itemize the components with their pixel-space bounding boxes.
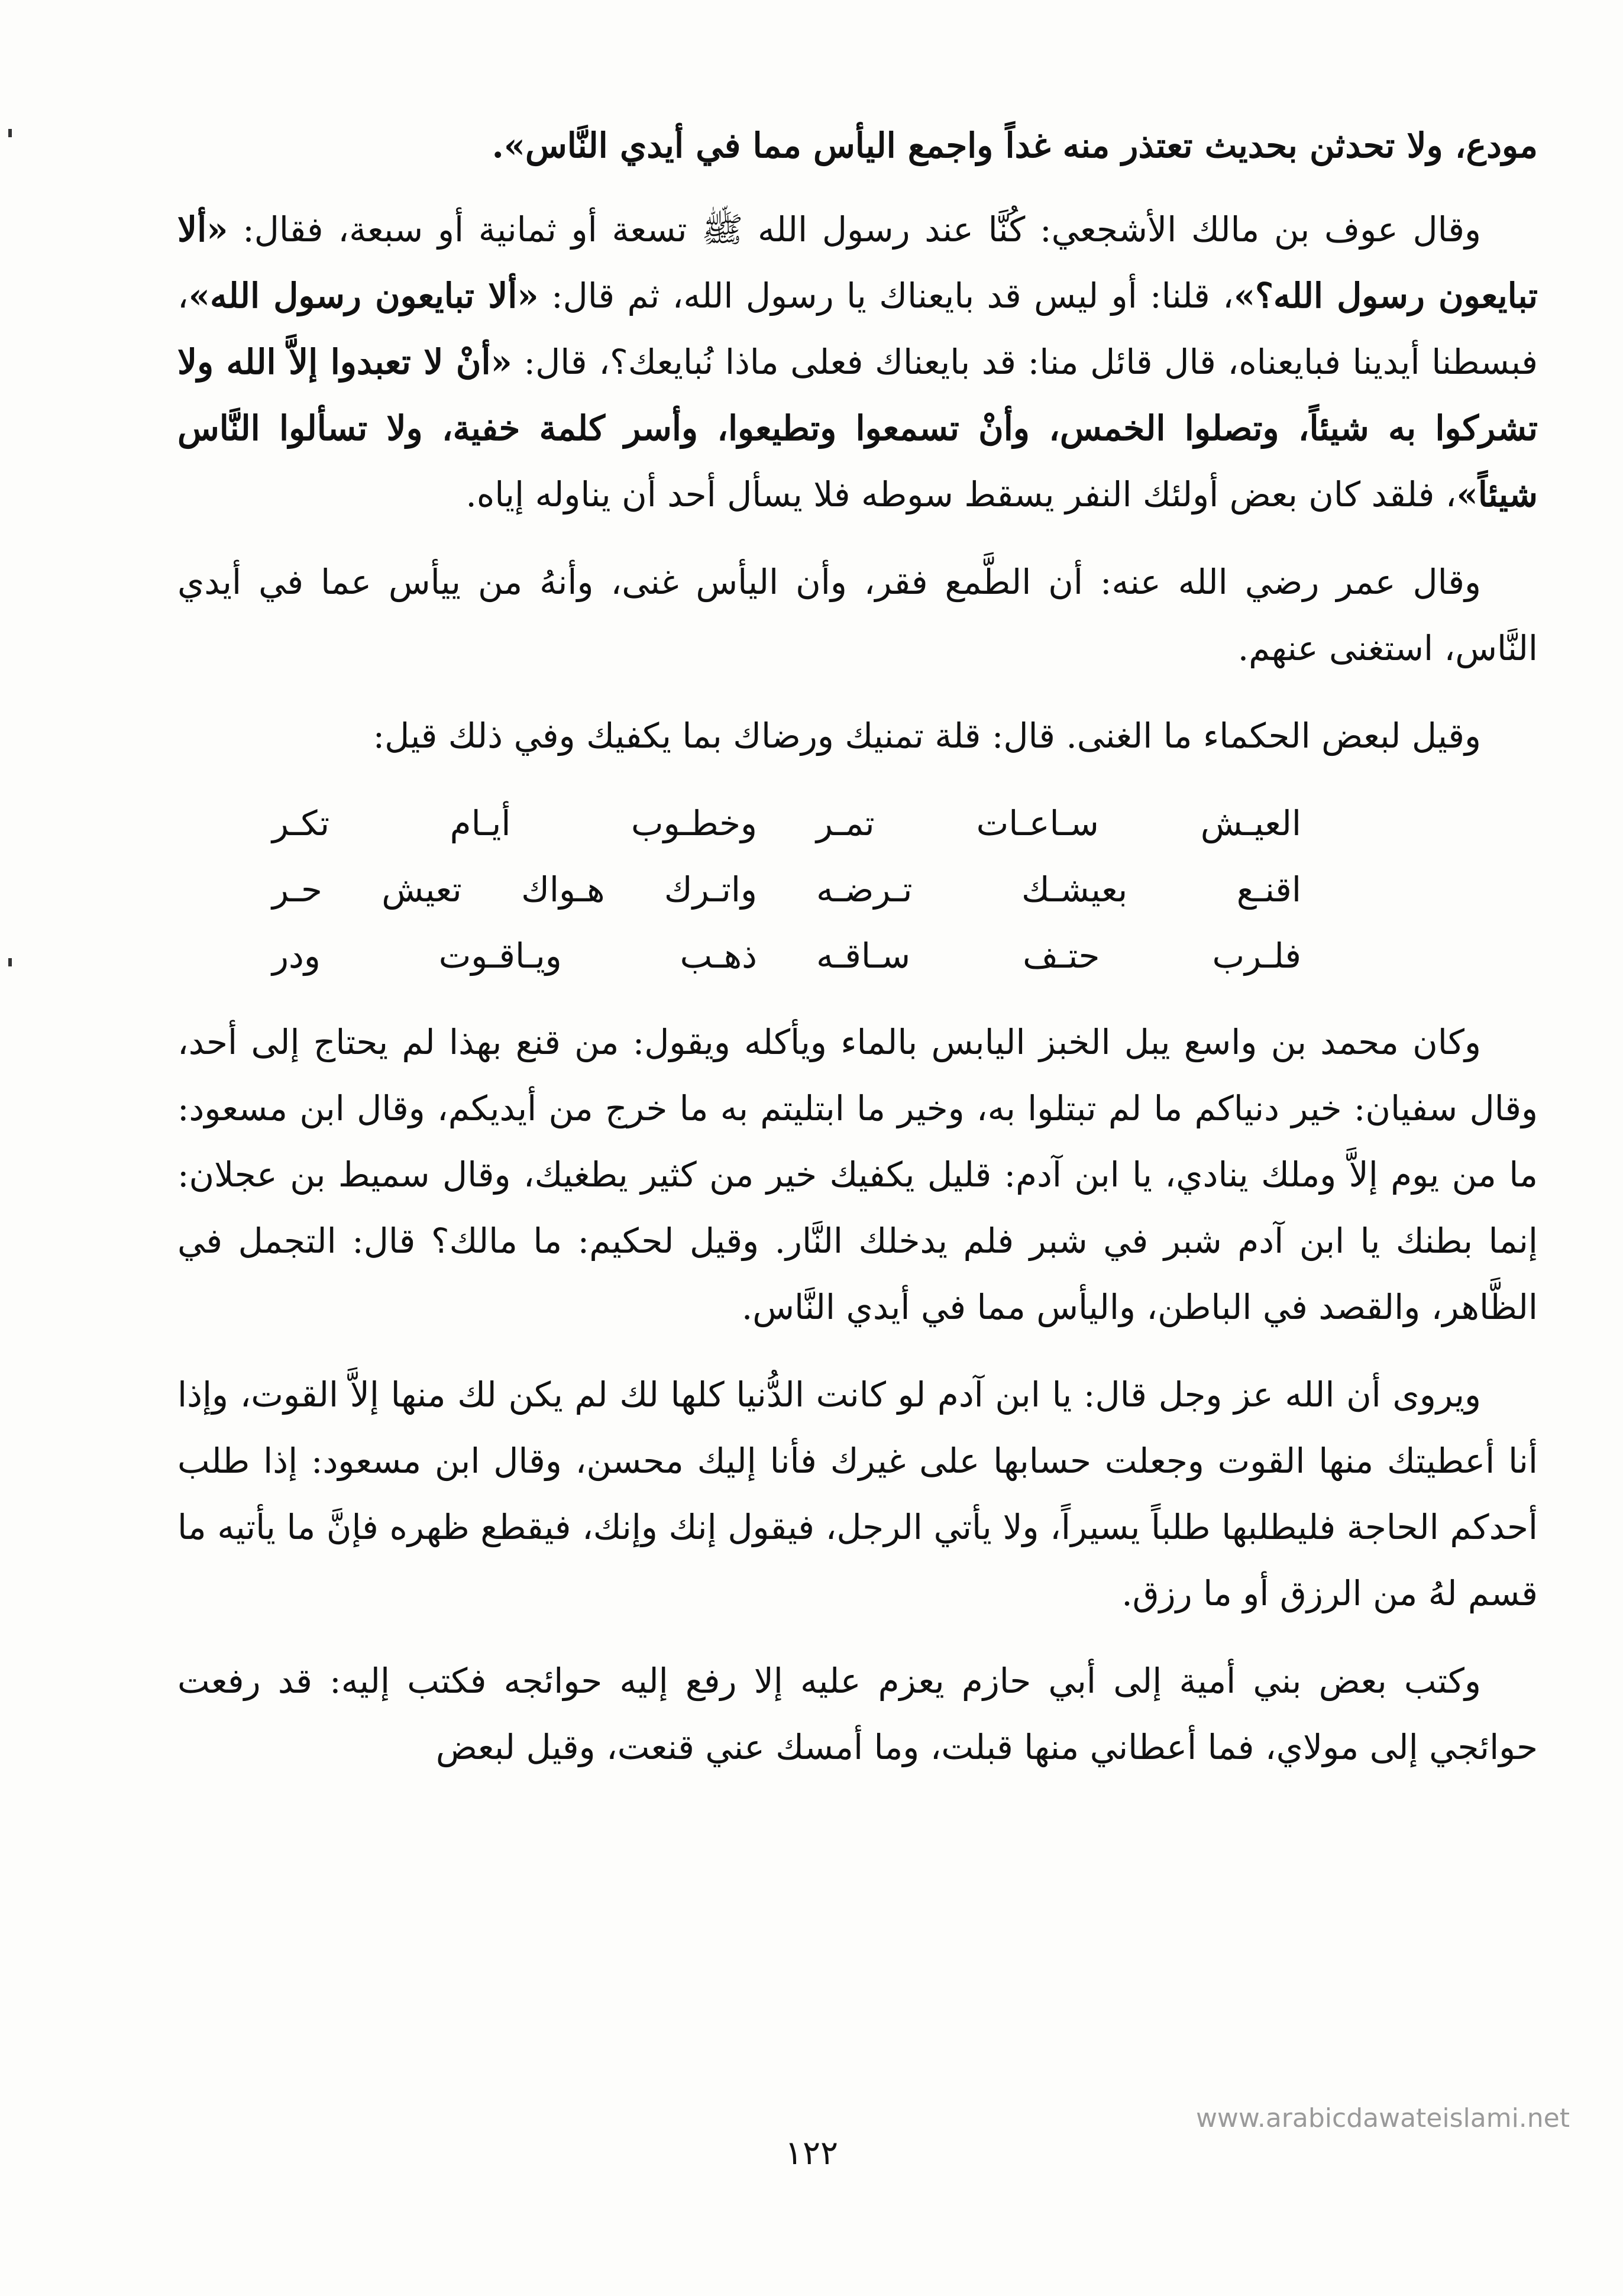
page-number: ١٢٢ (784, 2134, 839, 2172)
scan-mark (8, 129, 12, 137)
paragraph-1 (177, 196, 1538, 528)
paragraph-5: ويروى أن الله عز وجل قال: يا ابن آدم لو كانت الدُّنيا كلها لك لم يكن لك منها إلاَّ القوت، وإذا أنا أعطيتك منها القوت وجعلت حسابها على غيرك فأنا إليك محسن، وقال ابن مسعود: إذا طلب أحدكم الحاجة فليطلبها طلباً يسيراً، ولا يأتي الرجل، فيقول إنك وإنك، فيقطع ظهره فإنَّ ما يأتيه ما قسم لهُ من الرزق أو ما رزق. (177, 1375, 1538, 1613)
hadith-quote: «ألا تبايعون رسول الله» (188, 276, 539, 316)
poem-line (177, 923, 1301, 989)
paragraph-1-text: ، فبسطنا أيدينا فبايعناه، قال قائل منا: قد بايعناك فعلى ماذا نُبايعك؟، قال: (177, 276, 1538, 382)
poem-line (177, 790, 1301, 856)
paragraph-0: مودع، ولا تحدثن بحديث تعتذر منه غداً واجمع اليأس مما في أيدي النَّاس». (492, 125, 1538, 166)
poem-line (177, 856, 1301, 923)
poem-hemistich-second: واتـرك هـواك تعيش حـر (272, 869, 757, 910)
hadith-quote: «أنْ لا تعبدوا إلاَّ الله ولا تشركوا به شيئاً، وتصلوا الخمس، وأنْ تسمعوا وتطيعوا، وأسر كلمة خفية، ولا تسألوا النَّاس شيئاً» (177, 342, 1538, 515)
paragraph-1-text: ، قلنا: أو ليس قد بايعناك يا رسول الله، ثم قال: (538, 276, 1234, 316)
poem-hemistich-first: اقنـع بعيشـك تـرضـه (816, 869, 1301, 910)
paragraph-6: وكتب بعض بني أمية إلى أبي حازم يعزم عليه إلا رفع إليه حوائجه فكتب إليه: قد رفعت حوائجي إلى مولاي، فما أعطاني منها قبلت، وما أمسك عني قنعت، وقيل لبعض (177, 1661, 1538, 1767)
poem (177, 790, 1538, 989)
body-text (177, 112, 1538, 1802)
hadith-quote: «ألا تبايعون رسول الله؟» (177, 209, 1538, 316)
poem-hemistich-first: العيـش سـاعـات تمـر (816, 803, 1301, 843)
paragraph-3: وقيل لبعض الحكماء ما الغنى. قال: قلة تمنيك ورضاك بما يكفيك وفي ذلك قيل: (373, 716, 1481, 756)
poem-hemistich-first: فلـرب حتـف سـاقـه (816, 936, 1301, 976)
paragraph-1-text: وقال عوف بن مالك الأشجعي: كُنَّا عند رسول الله ﷺ تسعة أو ثمانية أو سبعة، فقال: (228, 209, 1481, 250)
paragraph-1-text: ، فلقد كان بعض أولئك النفر يسقط سوطه فلا يسأل أحد أن يناوله إياه. (465, 474, 1457, 515)
poem-hemistich-second: ذهـب ويـاقـوت ودر (272, 936, 757, 976)
paragraph-4: وكان محمد بن واسع يبل الخبز اليابس بالماء ويأكله ويقول: من قنع بهذا لم يحتاج إلى أحد، وقال سفيان: خير دنياكم ما لم تبتلوا به، وخير ما ابتليتم به ما خرج من أيديكم، وقال ابن مسعود: ما من يوم إلاَّ وملك ينادي، يا ابن آدم: قليل يكفيك خير من كثير يطغيك، وقال سميط بن عجلان: إنما بطنك يا ابن آدم شبر في شبر فلم يدخلك النَّار. وقيل لحكيم: ما مالك؟ قال: التجمل في الظَّاهر، والقصد في الباطن، واليأس مما في أيدي النَّاس. (177, 1022, 1538, 1327)
watermark-url: www.arabicdawateislami.net (1195, 2103, 1570, 2133)
paragraph-2: وقال عمر رضي الله عنه: أن الطَّمع فقر، وأن اليأس غنى، وأنهُ من ييأس عما في أيدي النَّاس، استغنى عنهم. (177, 562, 1538, 668)
scan-mark (8, 958, 12, 966)
poem-hemistich-second: وخطـوب أيـام تكـر (272, 803, 757, 843)
